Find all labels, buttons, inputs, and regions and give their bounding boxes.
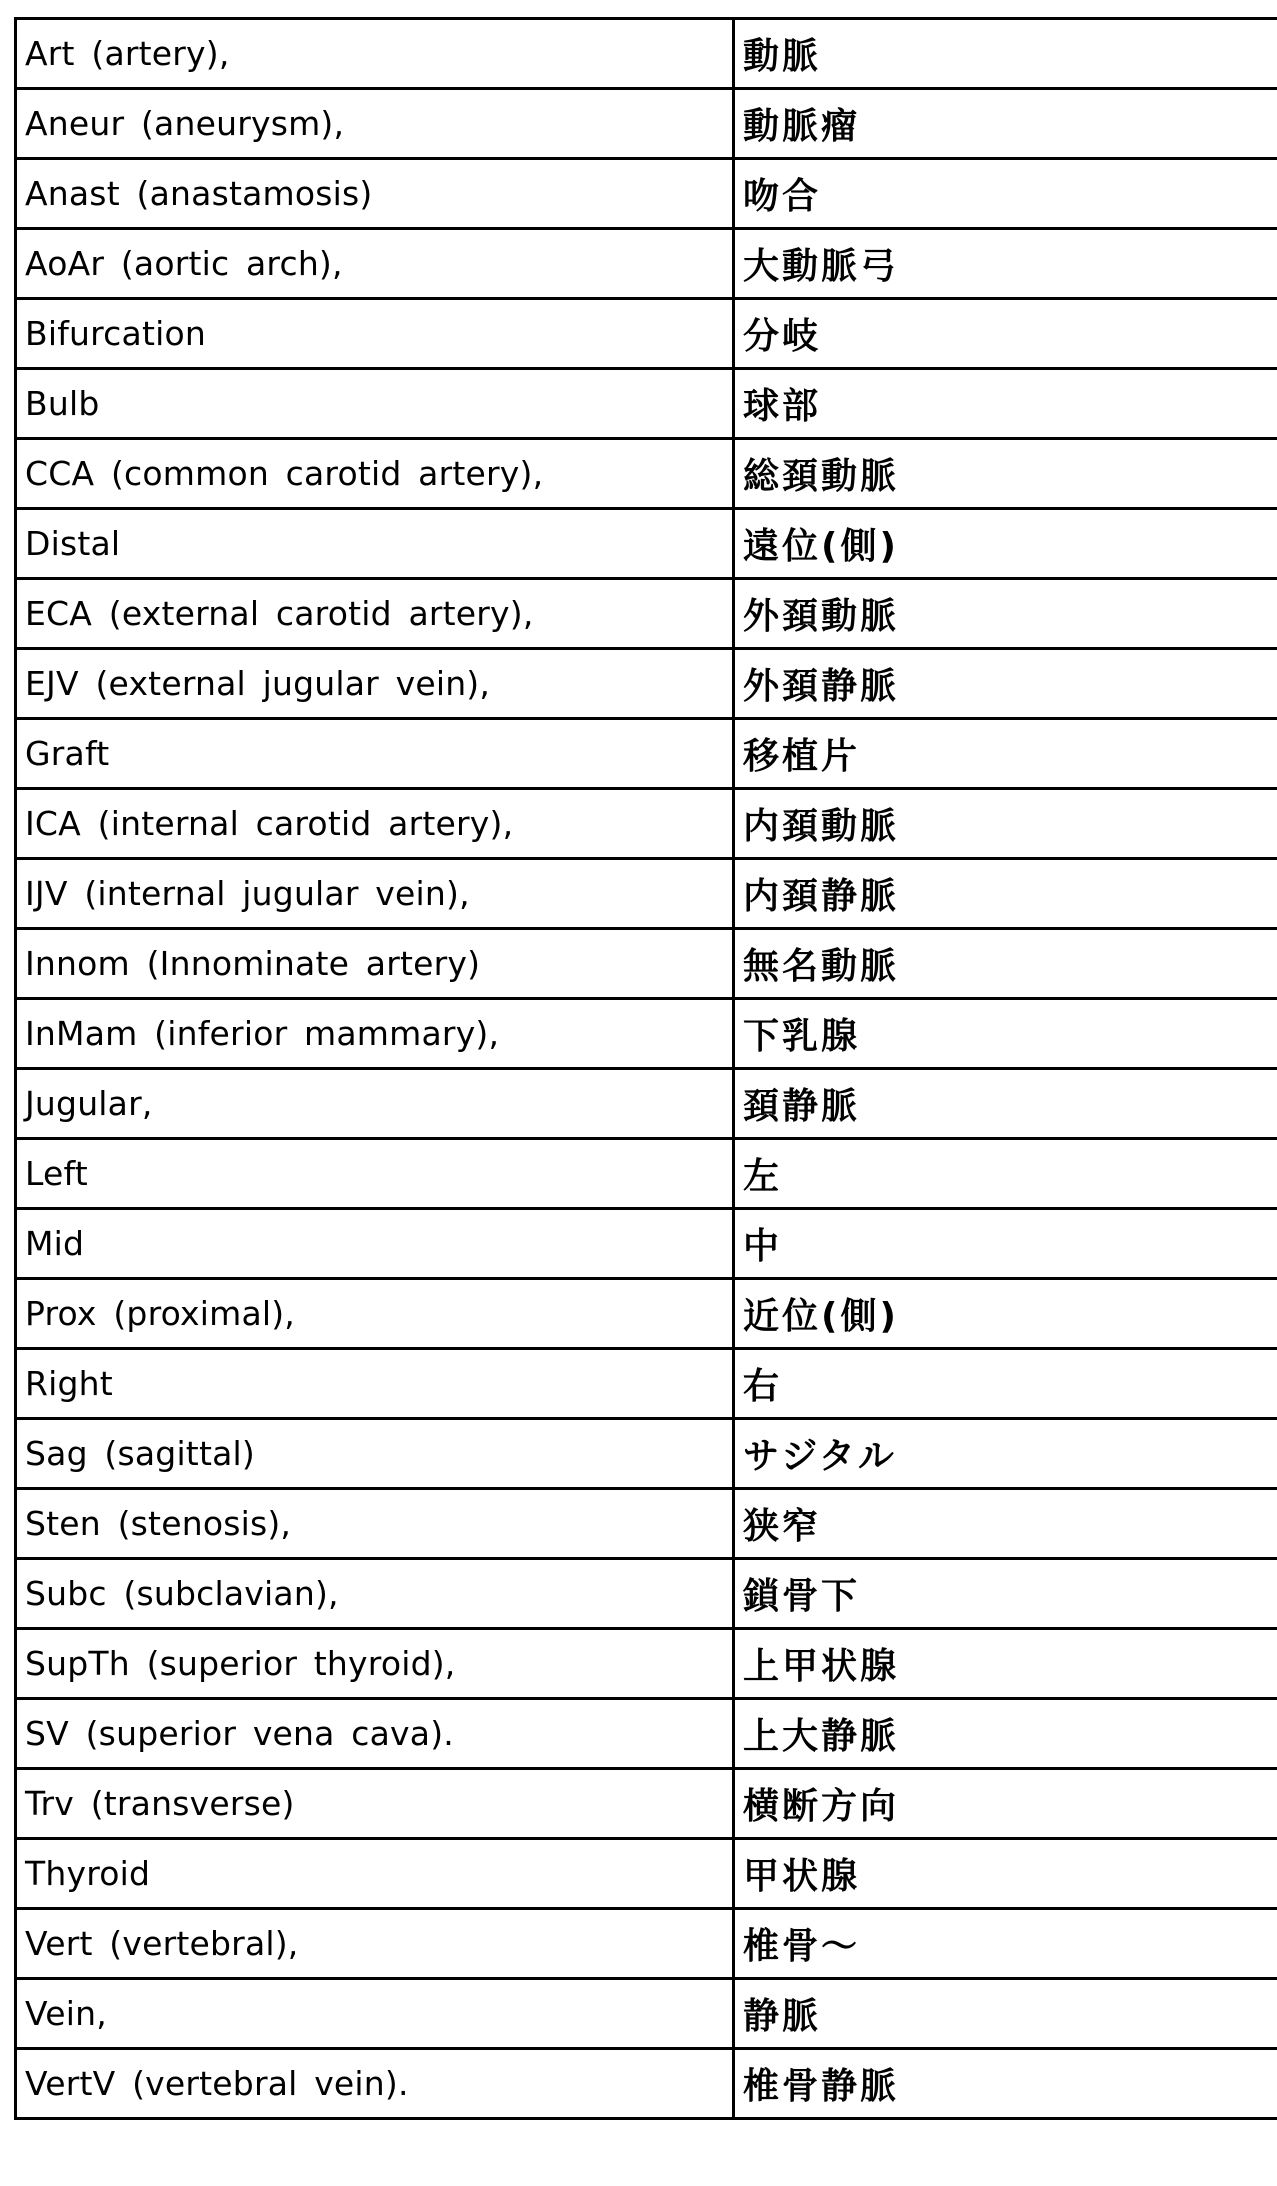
english-term-cell: SupTh (superior thyroid), <box>16 1629 734 1699</box>
english-term-cell: ICA (internal carotid artery), <box>16 789 734 859</box>
table-row <box>16 1839 1277 1909</box>
table-row <box>16 229 1277 299</box>
table-row <box>16 999 1277 1069</box>
english-term-cell: Sag (sagittal) <box>16 1419 734 1489</box>
english-term-cell: Thyroid <box>16 1839 734 1909</box>
table-row <box>16 89 1277 159</box>
japanese-term-cell: 球部 <box>734 369 1277 439</box>
japanese-term-cell: 分岐 <box>734 299 1277 369</box>
english-term-cell: Bifurcation <box>16 299 734 369</box>
english-term-cell: Distal <box>16 509 734 579</box>
english-term-cell: Right <box>16 1349 734 1419</box>
japanese-term-cell: 中 <box>734 1209 1277 1279</box>
english-term-cell: Bulb <box>16 369 734 439</box>
table-row <box>16 1279 1277 1349</box>
english-term-cell: Subc (subclavian), <box>16 1559 734 1629</box>
english-term-cell: InMam (inferior mammary), <box>16 999 734 1069</box>
japanese-term-cell: 外頚動脈 <box>734 579 1277 649</box>
japanese-term-cell: 頚静脈 <box>734 1069 1277 1139</box>
table-row <box>16 1349 1277 1419</box>
glossary-table-body <box>16 19 1277 2119</box>
japanese-term-cell: 内頚静脈 <box>734 859 1277 929</box>
english-term-cell: Art (artery), <box>16 19 734 89</box>
table-row <box>16 1559 1277 1629</box>
japanese-term-cell: 動脈瘤 <box>734 89 1277 159</box>
japanese-term-cell: 外頚静脈 <box>734 649 1277 719</box>
japanese-term-cell: 大動脈弓 <box>734 229 1277 299</box>
table-row <box>16 789 1277 859</box>
japanese-term-cell: 上甲状腺 <box>734 1629 1277 1699</box>
table-row <box>16 1069 1277 1139</box>
english-term-cell: Mid <box>16 1209 734 1279</box>
japanese-term-cell: 動脈 <box>734 19 1277 89</box>
table-row <box>16 299 1277 369</box>
table-row <box>16 1139 1277 1209</box>
table-row <box>16 649 1277 719</box>
table-row <box>16 1489 1277 1559</box>
english-term-cell: Prox (proximal), <box>16 1279 734 1349</box>
english-term-cell: Trv (transverse) <box>16 1769 734 1839</box>
japanese-term-cell: 近位(側) <box>734 1279 1277 1349</box>
table-row <box>16 369 1277 439</box>
japanese-term-cell: 椎骨～ <box>734 1909 1277 1979</box>
japanese-term-cell: 上大静脈 <box>734 1699 1277 1769</box>
english-term-cell: EJV (external jugular vein), <box>16 649 734 719</box>
japanese-term-cell: 総頚動脈 <box>734 439 1277 509</box>
table-row <box>16 1909 1277 1979</box>
english-term-cell: Graft <box>16 719 734 789</box>
japanese-term-cell: 内頚動脈 <box>734 789 1277 859</box>
table-row <box>16 929 1277 999</box>
table-row <box>16 1209 1277 1279</box>
japanese-term-cell: 移植片 <box>734 719 1277 789</box>
english-term-cell: AoAr (aortic arch), <box>16 229 734 299</box>
japanese-term-cell: 鎖骨下 <box>734 1559 1277 1629</box>
english-term-cell: Sten (stenosis), <box>16 1489 734 1559</box>
japanese-term-cell: 甲状腺 <box>734 1839 1277 1909</box>
english-term-cell: Anast (anastamosis) <box>16 159 734 229</box>
table-row <box>16 1769 1277 1839</box>
japanese-term-cell: 狭窄 <box>734 1489 1277 1559</box>
english-term-cell: IJV (internal jugular vein), <box>16 859 734 929</box>
english-term-cell: SV (superior vena cava). <box>16 1699 734 1769</box>
japanese-term-cell: 椎骨静脈 <box>734 2049 1277 2119</box>
table-row <box>16 859 1277 929</box>
table-row <box>16 719 1277 789</box>
english-term-cell: Aneur (aneurysm), <box>16 89 734 159</box>
english-term-cell: Innom (Innominate artery) <box>16 929 734 999</box>
glossary-table <box>14 17 1277 2120</box>
english-term-cell: Vein, <box>16 1979 734 2049</box>
table-row <box>16 1699 1277 1769</box>
japanese-term-cell: サジタル <box>734 1419 1277 1489</box>
english-term-cell: VertV (vertebral vein). <box>16 2049 734 2119</box>
japanese-term-cell: 静脈 <box>734 1979 1277 2049</box>
english-term-cell: Jugular, <box>16 1069 734 1139</box>
japanese-term-cell: 無名動脈 <box>734 929 1277 999</box>
table-row <box>16 439 1277 509</box>
table-row <box>16 2049 1277 2119</box>
english-term-cell: Vert (vertebral), <box>16 1909 734 1979</box>
table-row <box>16 19 1277 89</box>
english-term-cell: CCA (common carotid artery), <box>16 439 734 509</box>
japanese-term-cell: 横断方向 <box>734 1769 1277 1839</box>
english-term-cell: ECA (external carotid artery), <box>16 579 734 649</box>
japanese-term-cell: 吻合 <box>734 159 1277 229</box>
japanese-term-cell: 遠位(側) <box>734 509 1277 579</box>
japanese-term-cell: 下乳腺 <box>734 999 1277 1069</box>
table-row <box>16 159 1277 229</box>
english-term-cell: Left <box>16 1139 734 1209</box>
japanese-term-cell: 右 <box>734 1349 1277 1419</box>
japanese-term-cell: 左 <box>734 1139 1277 1209</box>
table-row <box>16 1979 1277 2049</box>
table-row <box>16 1419 1277 1489</box>
table-row <box>16 579 1277 649</box>
table-row <box>16 509 1277 579</box>
table-row <box>16 1629 1277 1699</box>
